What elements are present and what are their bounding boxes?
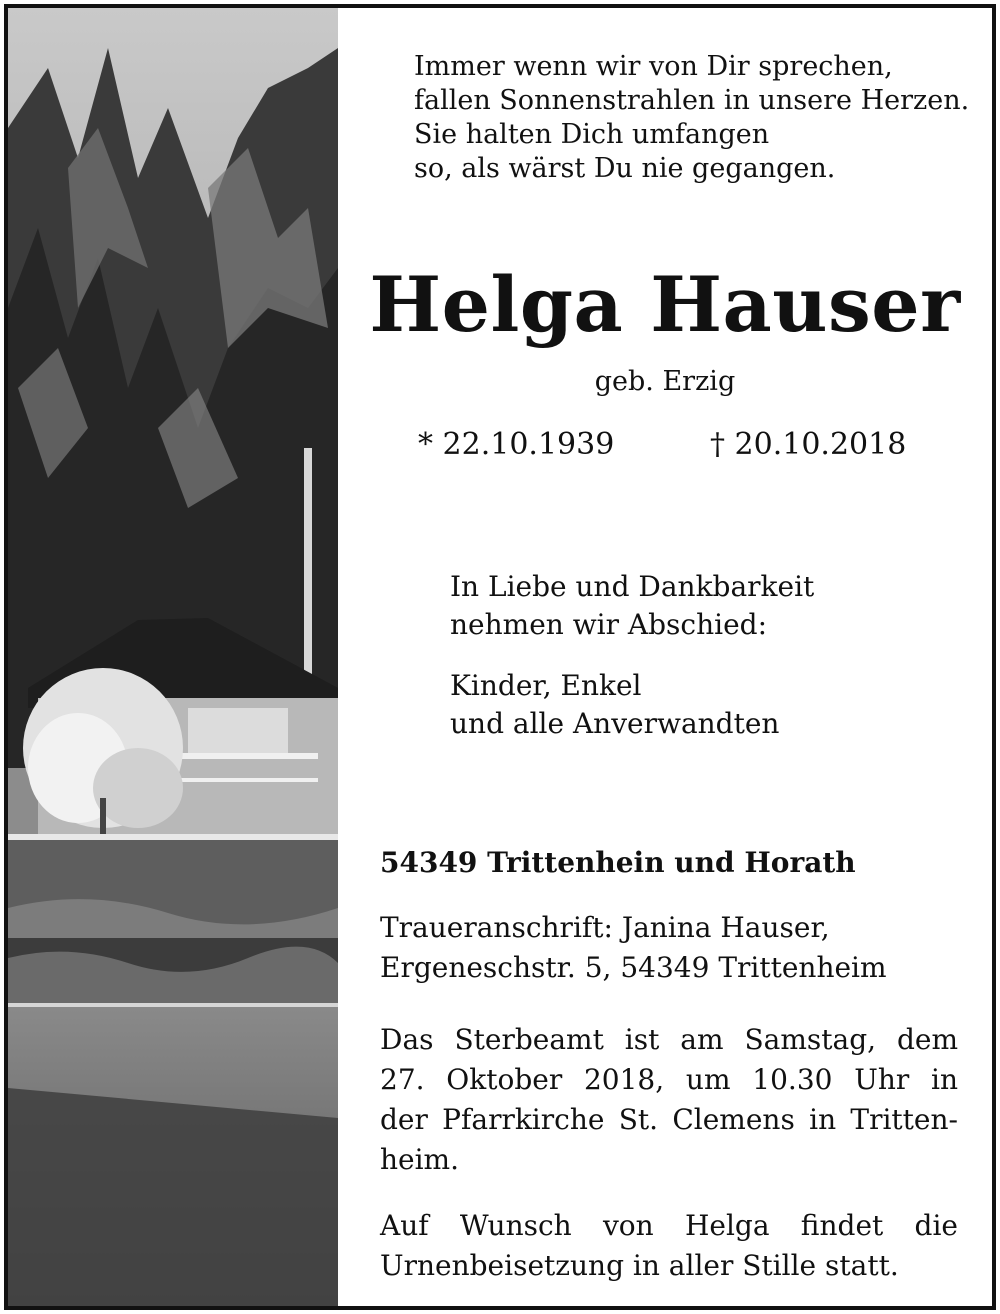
death-date: † 20.10.2018	[710, 427, 907, 462]
mourning-address	[380, 908, 887, 988]
life-dates	[418, 426, 907, 464]
photo-graphic	[8, 8, 338, 1306]
mourners	[450, 667, 779, 743]
wish-line: Urnenbeisetzung in aller Stille statt.	[380, 1249, 899, 1282]
poem-line: fallen Sonnenstrahlen in unsere Herzen.	[414, 85, 970, 116]
address-line: Ergeneschstr. 5, 54349 Trittenheim	[380, 951, 887, 984]
birth-date: * 22.10.1939	[418, 427, 615, 462]
funeral-service-info	[380, 1020, 958, 1180]
service-line: Das Sterbeamt ist am Samstag, dem	[380, 1023, 958, 1056]
text-column	[338, 8, 992, 1306]
poem-line: Immer wenn wir von Dir sprechen,	[414, 51, 893, 82]
farewell-line: In Liebe und Dankbarkeit	[450, 570, 815, 603]
poem-line: Sie halten Dich umfangen	[414, 119, 770, 150]
wish-line: Auf Wunsch von Helga findet die	[380, 1209, 958, 1242]
memorial-poem	[414, 50, 969, 186]
mourners-line: Kinder, Enkel	[450, 669, 642, 702]
deceased-name: Helga Hauser	[369, 260, 961, 349]
address-line: Traueranschrift: Janina Hauser,	[380, 911, 830, 944]
service-line: 27. Oktober 2018, um 10.30 Uhr in	[380, 1063, 958, 1096]
farewell-text	[450, 568, 814, 644]
service-line: der Pfarrkirche St. Clemens in Tritten-	[380, 1103, 958, 1136]
town-heading: 54349 Trittenhein und Horath	[380, 846, 856, 879]
farewell-line: nehmen wir Abschied:	[450, 608, 768, 641]
poem-line: so, als wärst Du nie gegangen.	[414, 153, 836, 184]
birth-name: geb. Erzig	[594, 366, 736, 397]
burial-wish	[380, 1206, 958, 1286]
service-line: heim.	[380, 1143, 460, 1176]
obituary-notice	[4, 4, 996, 1310]
mourners-line: und alle Anverwandten	[450, 707, 780, 740]
forest-house-photo	[8, 8, 338, 1306]
